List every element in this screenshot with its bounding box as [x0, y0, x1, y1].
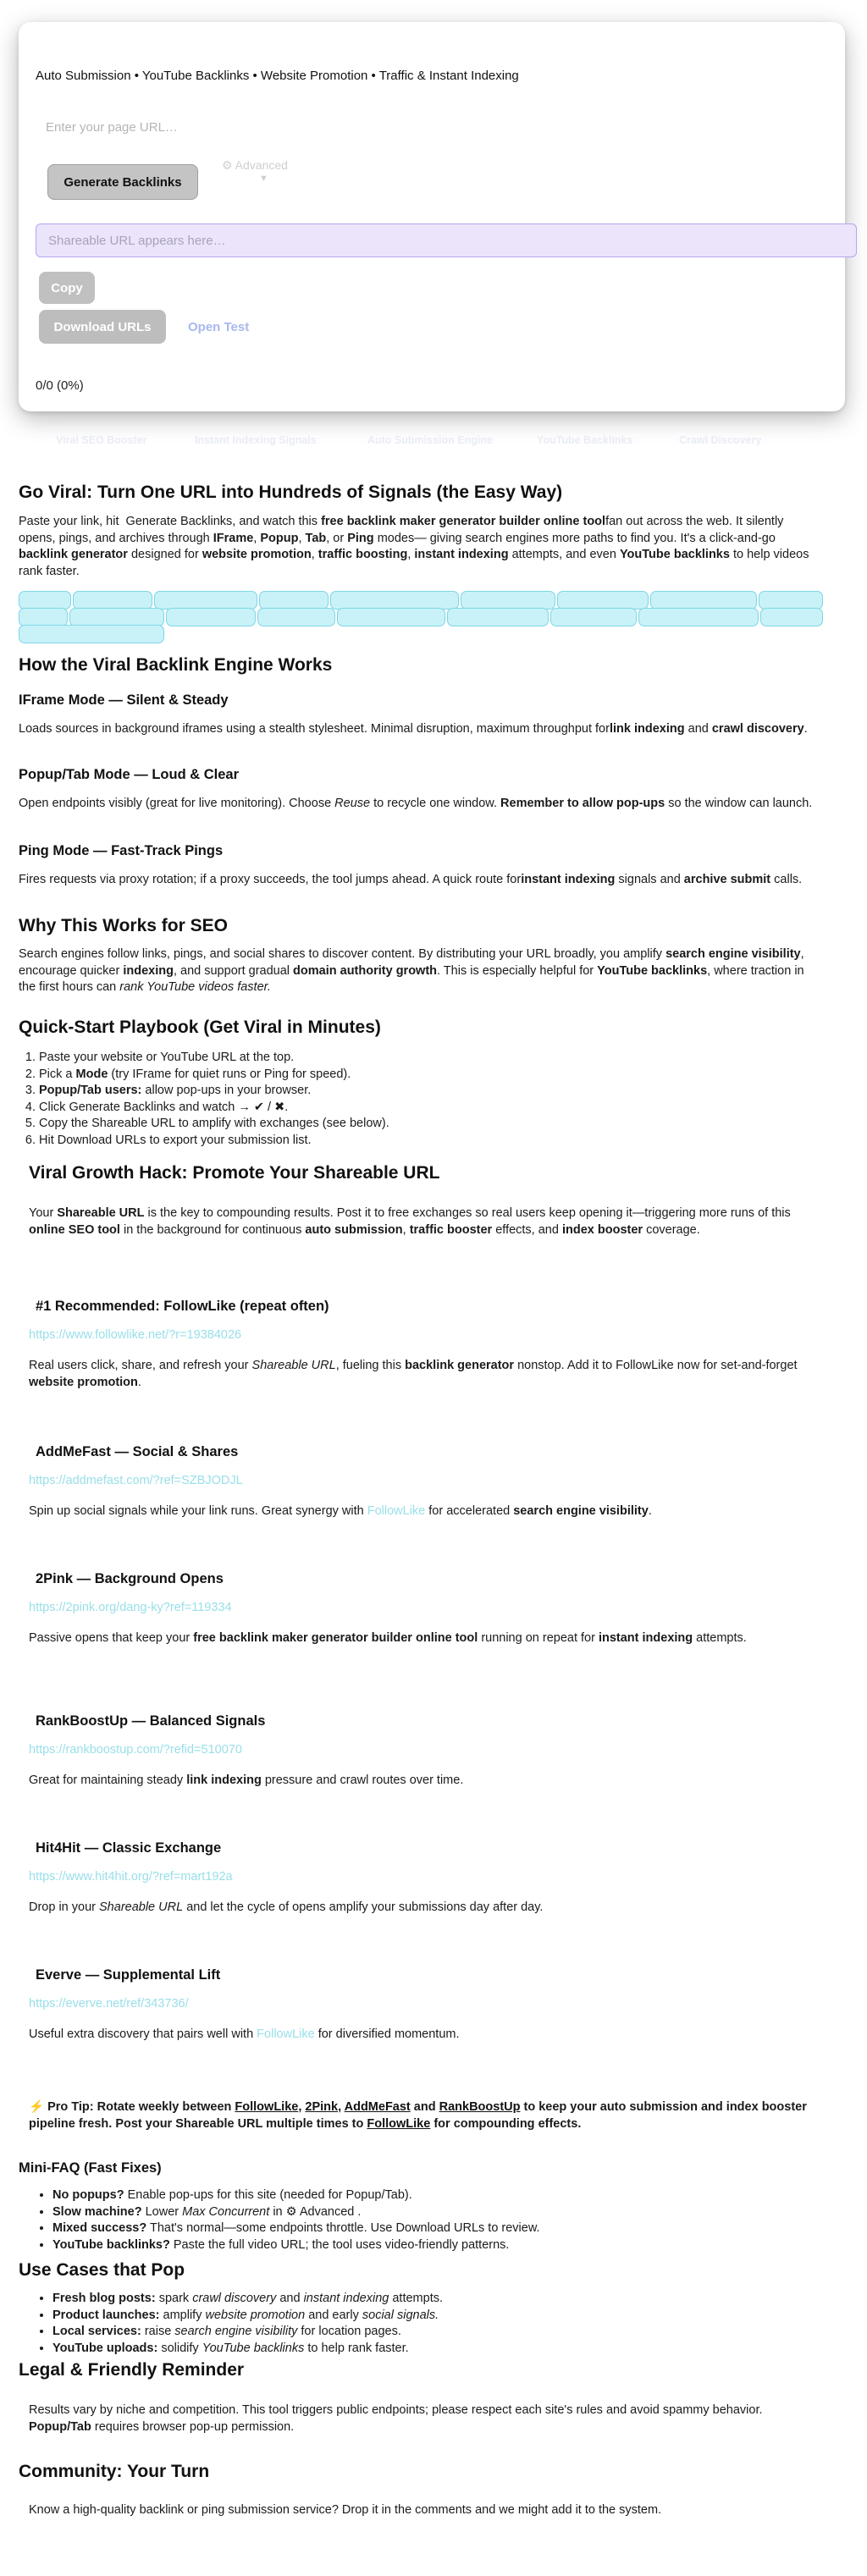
- exchange-title: RankBoostUp — Balanced Signals: [36, 1713, 266, 1729]
- protip-link-addmefast[interactable]: AddMeFast: [344, 2100, 411, 2114]
- list-item: 6. Hit Download URLs to export your submission list.: [39, 1133, 821, 1150]
- list-item: • No popups? Enable pop-ups for this site (needed for Popup/Tab).: [52, 2187, 821, 2204]
- chip: [759, 591, 823, 610]
- chip: [73, 591, 152, 610]
- how-title: How the Viral Backlink Engine Works: [19, 655, 333, 675]
- progress-counter: 0/0 (0%): [36, 378, 84, 393]
- list-item: 1. Paste your website or YouTube URL at the top.: [39, 1050, 821, 1067]
- hack-text: Your Shareable URL is the key to compounding results. Post it to free exchanges so real users keep opening it—triggering more runs of this online SEO tool in the background for continuous auto submission, traffic booster effects, and index booster coverage.: [29, 1206, 791, 1237]
- playbook-title: Quick-Start Playbook (Get Viral in Minutes): [19, 1018, 381, 1037]
- faq-list: [19, 2187, 821, 2253]
- chevron-down-icon[interactable]: ▼: [259, 174, 268, 184]
- exchange-title: Everve — Supplemental Lift: [36, 1967, 221, 1983]
- list-item: • YouTube backlinks? Paste the full video URL; the tool uses video-friendly patterns.: [52, 2237, 821, 2254]
- chip: [557, 591, 649, 610]
- exchange-link[interactable]: https://2pink.org/dang-ky?ref=119334: [29, 1601, 232, 1614]
- list-item: • Mixed success? That's normal—some endpoints throttle. Use Download URLs to review.: [52, 2220, 821, 2237]
- list-item: • Product launches: amplify website promotion and early social signals.: [52, 2308, 821, 2325]
- chip: [337, 608, 445, 626]
- pro-tip: ⚡ Pro Tip: Rotate weekly between FollowLike, 2Pink, AddMeFast and RankBoostUp to keep your auto submission and index booster pipeline fresh. Post your Shareable URL multiple times to FollowLike for compounding effects.: [29, 2100, 807, 2131]
- tool-card: [19, 22, 845, 411]
- followlike-inline-link[interactable]: FollowLike: [257, 2027, 315, 2041]
- exchange-title: AddMeFast — Social & Shares: [36, 1444, 239, 1459]
- copy-button[interactable]: Copy: [39, 272, 95, 304]
- advanced-toggle[interactable]: ⚙ Advanced: [222, 158, 288, 172]
- chip: [259, 591, 329, 610]
- protip-link-2pink[interactable]: 2Pink: [305, 2100, 339, 2114]
- why-title: Why This Works for SEO: [19, 916, 228, 935]
- chip: [650, 591, 757, 610]
- protip-link-followlike[interactable]: FollowLike: [235, 2100, 299, 2114]
- exchange-text: Drop in your Shareable URL and let the cycle of opens amplify your submissions day after day.: [29, 1900, 544, 1914]
- exchange-title: #1 Recommended: FollowLike (repeat often): [36, 1299, 329, 1314]
- legal-text: Results vary by niche and competition. This tool triggers public endpoints; please respect each site's rules and avoid spammy behavior. Popup/Tab requires browser pop-up permission.: [29, 2403, 763, 2434]
- exchange-link[interactable]: https://everve.net/ref/343736/: [29, 1997, 189, 2011]
- exchange-text: Great for maintaining steady link indexing pressure and crawl routes over time.: [29, 1773, 464, 1787]
- legal-title: Legal & Friendly Reminder: [19, 2360, 245, 2380]
- exchange-link[interactable]: https://addmefast.com/?ref=SZBJODJL: [29, 1474, 243, 1487]
- protip-link-rankboostup[interactable]: RankBoostUp: [439, 2100, 521, 2114]
- generate-backlinks-button[interactable]: Generate Backlinks: [47, 164, 198, 200]
- exchange-text: Real users click, share, and refresh your Shareable URL, fueling this backlink generator nonstop. Add it to FollowLike now for set-and-forget website promotion.: [29, 1359, 798, 1389]
- chip: [154, 591, 257, 610]
- exchange-title: Hit4Hit — Classic Exchange: [36, 1840, 222, 1856]
- chip: [19, 608, 68, 626]
- chip: [19, 591, 71, 610]
- popup-mode-title: Popup/Tab Mode — Loud & Clear: [19, 767, 240, 782]
- exchange-link[interactable]: https://rankboostup.com/?refid=510070: [29, 1743, 242, 1757]
- list-item: 2. Pick a Mode (try IFrame for quiet runs or Ping for speed).: [39, 1067, 821, 1084]
- chip: [550, 608, 637, 626]
- protip-link-followlike-2[interactable]: FollowLike: [367, 2116, 431, 2131]
- list-item: • YouTube uploads: solidify YouTube backlinks to help rank faster.: [52, 2341, 821, 2358]
- pill-crawl-discovery[interactable]: Crawl Discovery: [679, 434, 762, 446]
- playbook-steps: [19, 1050, 821, 1149]
- signal-chips: [19, 591, 821, 640]
- tool-tagline: Auto Submission • YouTube Backlinks • Website Promotion • Traffic & Instant Indexing: [36, 69, 519, 83]
- usecases-title: Use Cases that Pop: [19, 2260, 185, 2280]
- list-item: • Slow machine? Lower Max Concurrent in ⚙ Advanced .: [52, 2204, 821, 2221]
- why-text: Search engines follow links, pings, and social shares to discover content. By distributing your URL broadly, you amplify search engine visibility, encourage quicker indexing, and support gradual domain authority growth. This is especially helpful for YouTube backlinks, where traction in the first hours can rank YouTube videos faster.: [19, 947, 804, 995]
- hack-title: Viral Growth Hack: Promote Your Shareable URL: [29, 1163, 440, 1183]
- list-item: • Fresh blog posts: spark crawl discovery and instant indexing attempts.: [52, 2291, 821, 2308]
- list-item: 3. Popup/Tab users: allow pop-ups in your browser.: [39, 1083, 821, 1100]
- usecases-list: [19, 2291, 821, 2357]
- exchange-text: Passive opens that keep your free backlink maker generator builder online tool running on repeat for instant indexing attempts.: [29, 1631, 747, 1645]
- exchange-text: Spin up social signals while your link runs. Great synergy with FollowLike for accelerated search engine visibility.: [29, 1504, 652, 1518]
- open-test-link[interactable]: Open Test: [188, 320, 250, 334]
- iframe-mode-text: Loads sources in background iframes using a stealth stylesheet. Minimal disruption, maximum throughput forlink indexing and crawl discovery.: [19, 722, 808, 736]
- faq-title: Mini-FAQ (Fast Fixes): [19, 2160, 162, 2176]
- exchange-text: Useful extra discovery that pairs well with FollowLike for diversified momentum.: [29, 2027, 460, 2041]
- exchange-link[interactable]: https://www.followlike.net/?r=19384026: [29, 1328, 242, 1342]
- intro-title: Go Viral: Turn One URL into Hundreds of Signals (the Easy Way): [19, 483, 563, 502]
- iframe-mode-title: IFrame Mode — Silent & Steady: [19, 692, 229, 708]
- chip: [461, 591, 555, 610]
- chip: [69, 608, 164, 626]
- chip: [638, 608, 759, 626]
- chip: [330, 591, 459, 610]
- download-urls-button[interactable]: Download URLs: [39, 310, 166, 344]
- chip: [447, 608, 549, 626]
- chip: [19, 625, 164, 643]
- ping-mode-text: Fires requests via proxy rotation; if a proxy succeeds, the tool jumps ahead. A quick route forinstant indexing signals and archive submit calls.: [19, 873, 803, 886]
- community-title: Community: Your Turn: [19, 2462, 210, 2481]
- pill-viral-seo-booster[interactable]: Viral SEO Booster: [56, 434, 147, 446]
- exchange-title: 2Pink — Background Opens: [36, 1571, 224, 1586]
- intro-paragraph: Paste your link, hit Generate Backlinks, and watch this free backlink maker generator builder online toolfan out across the web. It silently opens, pings, and archives through IFrame, Popup, Tab, or Ping modes— giving search engines more paths to find you. It's a click-and-go backlink generator designed for website promotion, traffic boosting, instant indexing attempts, and even YouTube backlinks to help videos rank faster.: [19, 515, 809, 578]
- exchange-link[interactable]: https://www.hit4hit.org/?ref=mart192a: [29, 1870, 233, 1884]
- popup-mode-text: Open endpoints visibly (great for live monitoring). Choose Reuse to recycle one window. Remember to allow pop-ups so the window can launch.: [19, 797, 813, 810]
- pill-auto-submission[interactable]: Auto Submission Engine: [367, 434, 493, 446]
- shareable-url-field[interactable]: [36, 223, 857, 257]
- ping-mode-title: Ping Mode — Fast-Track Pings: [19, 843, 224, 858]
- chip: [166, 608, 256, 626]
- list-item: 5. Copy the Shareable URL to amplify with exchanges (see below).: [39, 1116, 821, 1133]
- community-text: Know a high-quality backlink or ping submission service? Drop it in the comments and we might add it to the system.: [29, 2503, 662, 2517]
- list-item: 4. Click Generate Backlinks and watch → ✔ / ✖.: [39, 1100, 821, 1117]
- page-url-input[interactable]: [36, 113, 445, 141]
- chip: [257, 608, 335, 626]
- followlike-inline-link[interactable]: FollowLike: [367, 1504, 426, 1518]
- pill-instant-indexing[interactable]: Instant Indexing Signals: [195, 434, 317, 446]
- chip: [760, 608, 823, 626]
- pill-youtube-backlinks[interactable]: YouTube Backlinks: [537, 434, 633, 446]
- list-item: • Local services: raise search engine visibility for location pages.: [52, 2324, 821, 2341]
